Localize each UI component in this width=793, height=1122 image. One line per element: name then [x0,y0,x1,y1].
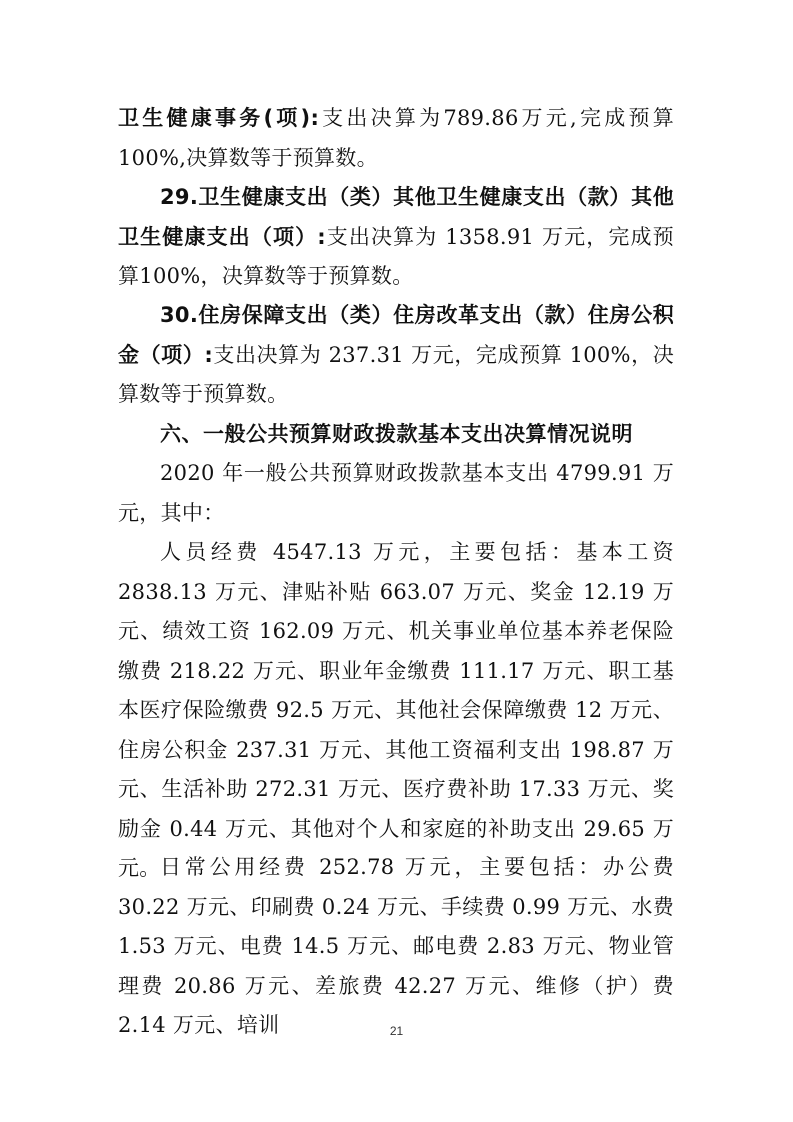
paragraph-bold-lead: 30.住房保障支出（类）住房改革支出（款）住房公积金（项）: [118,303,674,367]
page-number: 21 [389,1024,404,1038]
paragraph-item-29 [118,178,674,297]
paragraph-bold-lead: 卫生健康事务(项): [118,106,320,130]
paragraph-health-affairs [118,99,674,178]
section-heading: 六、一般公共预算财政拨款基本支出决算情况说明 [160,422,633,446]
paragraph-item-30 [118,296,674,415]
paragraph-basic-expenditure: 2020 年一般公共预算财政拨款基本支出 4799.91 万元，其中： [118,461,674,525]
paragraph-public-expenses: 日常公用经费 252.78 万元，主要包括：办公费 30.22 万元、印刷费 0.24 万元、手续费 0.99 万元、水费 1.53 万元、电费 14.5 万元、邮电费 2.83 万元、物业管理费 20.86 万元、差旅费 42.27 万元、维修（护）费 2.14 万元、培训 [118,855,674,1037]
paragraph-bold-lead: 29.卫生健康支出（类）其他卫生健康支出（款）其他卫生健康支出（项）: [118,185,674,249]
paragraph-personnel-expenses: 人员经费 4547.13 万元，主要包括：基本工资 2838.13 万元、津贴补贴 663.07 万元、奖金 12.19 万元、绩效工资 162.09 万元、机关事业单位基本养老保险缴费 218.22 万元、职业年金缴费 111.17 万元、职工基本医疗保险缴费 92.5 万元、其他社会保障缴费 12 万元、住房公积金 237.31 万元、其他工资福利支出 198.87 万元、生活补助 272.31 万元、医疗费补助 17.33 万元、奖励金 0.44 万元、其他对个人和家庭的补助支出 29.65 万元。 [118,540,674,880]
paragraph-body: 支出决算为789.86万元,完成预算100%,决算数等于预算数。 [118,106,674,170]
paragraph-body: 支出决算为 237.31 万元，完成预算 100%，决算数等于预算数。 [118,342,674,406]
paragraph-body: 支出决算为 1358.91 万元，完成预算100%，决算数等于预算数。 [118,224,674,288]
